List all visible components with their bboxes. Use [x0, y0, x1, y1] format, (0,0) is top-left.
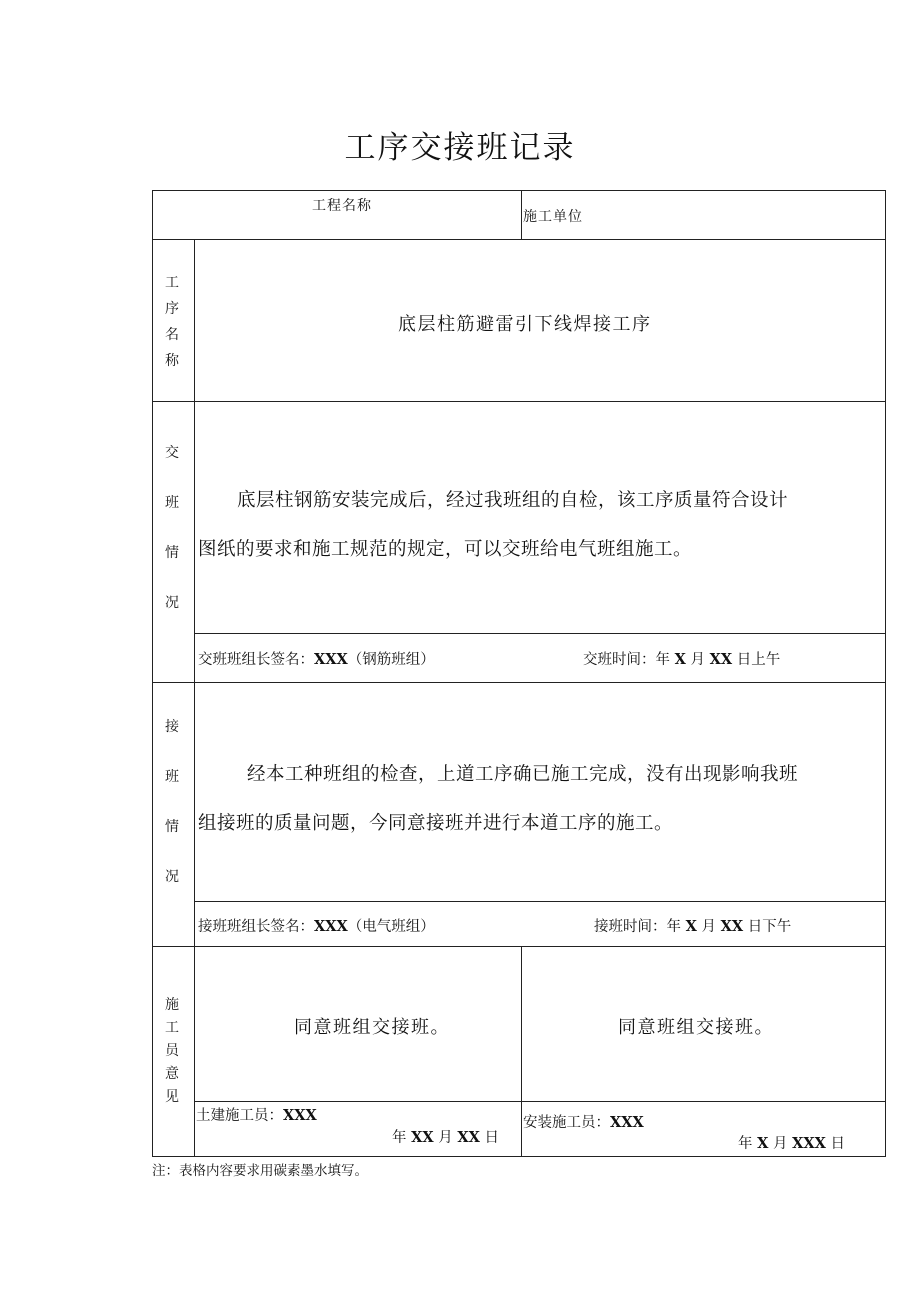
- signer-name: XXX: [314, 651, 348, 668]
- label-char: 班: [165, 769, 179, 785]
- signer-team: （钢筋班组）: [347, 652, 435, 668]
- row-divider: [152, 946, 886, 947]
- date-month: X: [757, 1135, 769, 1152]
- takeover-time: [594, 915, 791, 936]
- civil-opinion-text: 同意班组交接班。: [294, 1017, 450, 1038]
- installation-inspector-date: [738, 1132, 845, 1153]
- signer-label: 土建施工员：: [196, 1108, 283, 1124]
- time-tail: 日上午: [736, 652, 781, 668]
- takeover-signer: [198, 915, 435, 936]
- handover-signer: [198, 648, 435, 669]
- date-unit: 日: [484, 1130, 499, 1146]
- table-border-right: [885, 190, 886, 1156]
- label-char: 施: [165, 997, 179, 1013]
- date-year: 年: [738, 1136, 753, 1152]
- time-month: X: [685, 918, 697, 935]
- signer-name: XXX: [610, 1114, 644, 1131]
- label-char: 况: [165, 869, 179, 885]
- row-divider: [194, 1101, 886, 1102]
- label-char: 况: [165, 595, 179, 611]
- date-day: XXX: [792, 1135, 826, 1152]
- label-char: 员: [165, 1043, 179, 1059]
- signer-label: 接班班组长签名：: [198, 919, 314, 935]
- label-char: 情: [165, 819, 179, 835]
- civil-inspector-date: [392, 1126, 499, 1147]
- time-unit: 月: [690, 652, 705, 668]
- time-label: 接班时间：年: [594, 919, 681, 935]
- row-divider: [152, 239, 886, 240]
- civil-inspector-signer: [196, 1104, 317, 1125]
- label-char: 接: [165, 719, 179, 735]
- opinion-column-divider: [521, 946, 522, 1156]
- time-month: X: [674, 651, 686, 668]
- signer-label: 安装施工员：: [523, 1115, 610, 1131]
- time-unit: 月: [701, 919, 716, 935]
- label-char: 意: [165, 1066, 179, 1082]
- handover-time: [583, 648, 780, 669]
- handover-label: [162, 442, 182, 642]
- date-unit: 月: [772, 1136, 788, 1152]
- date-year: 年: [392, 1130, 407, 1146]
- row-divider: [194, 633, 886, 634]
- time-day: XX: [720, 918, 744, 935]
- label-char: 名: [165, 327, 179, 343]
- date-unit: 日: [830, 1136, 845, 1152]
- time-day: XX: [709, 651, 733, 668]
- label-char: 班: [165, 495, 179, 511]
- paragraph-line: 经本工种班组的检查，上道工序确已施工完成，没有出现影响我班: [247, 764, 799, 785]
- time-label: 交班时间：年: [583, 652, 670, 668]
- table-border-bottom: [152, 1156, 886, 1157]
- table-border-left: [152, 190, 153, 1156]
- date-day: XX: [457, 1129, 480, 1146]
- label-char: 称: [165, 353, 179, 369]
- process-name-value: 底层柱筋避雷引下线焊接工序: [398, 314, 652, 335]
- label-char: 工: [165, 275, 179, 291]
- label-char: 序: [165, 301, 179, 317]
- signer-label: 交班班组长签名：: [198, 652, 314, 668]
- signer-name: XXX: [283, 1107, 317, 1124]
- handover-description: [198, 476, 884, 574]
- takeover-description: [198, 750, 884, 848]
- paragraph-line: 组接班的质量问题，今同意接班并进行本道工序的施工。: [198, 813, 674, 834]
- time-tail: 日下午: [747, 919, 792, 935]
- opinion-label: [162, 994, 182, 1109]
- row-divider: [152, 682, 886, 683]
- table-border-top: [152, 190, 886, 191]
- paragraph-line: 底层柱钢筋安装完成后，经过我班组的自检，该工序质量符合设计: [237, 490, 789, 511]
- date-month: XX: [411, 1129, 434, 1146]
- row-divider: [194, 901, 886, 902]
- process-name-label: [162, 272, 182, 376]
- row-divider: [152, 401, 886, 402]
- label-char: 交: [165, 445, 179, 461]
- footnote: 注：表格内容要求用碳素墨水填写。: [152, 1163, 368, 1179]
- signer-team: （电气班组）: [347, 919, 435, 935]
- label-char: 见: [165, 1089, 179, 1105]
- takeover-label: [162, 716, 182, 916]
- construction-unit-label: 施工单位: [523, 209, 583, 225]
- header-column-divider: [521, 190, 522, 239]
- label-column-divider: [194, 239, 195, 1156]
- installation-opinion-text: 同意班组交接班。: [618, 1017, 774, 1038]
- date-unit: 月: [438, 1130, 453, 1146]
- signer-name: XXX: [314, 918, 348, 935]
- installation-inspector-signer: [523, 1111, 644, 1132]
- paragraph-line: 图纸的要求和施工规范的规定，可以交班给电气班组施工。: [198, 539, 693, 560]
- label-char: 情: [165, 545, 179, 561]
- project-name-label: 工程名称: [312, 198, 372, 214]
- label-char: 工: [165, 1020, 179, 1036]
- page-title: 工序交接班记录: [344, 130, 576, 166]
